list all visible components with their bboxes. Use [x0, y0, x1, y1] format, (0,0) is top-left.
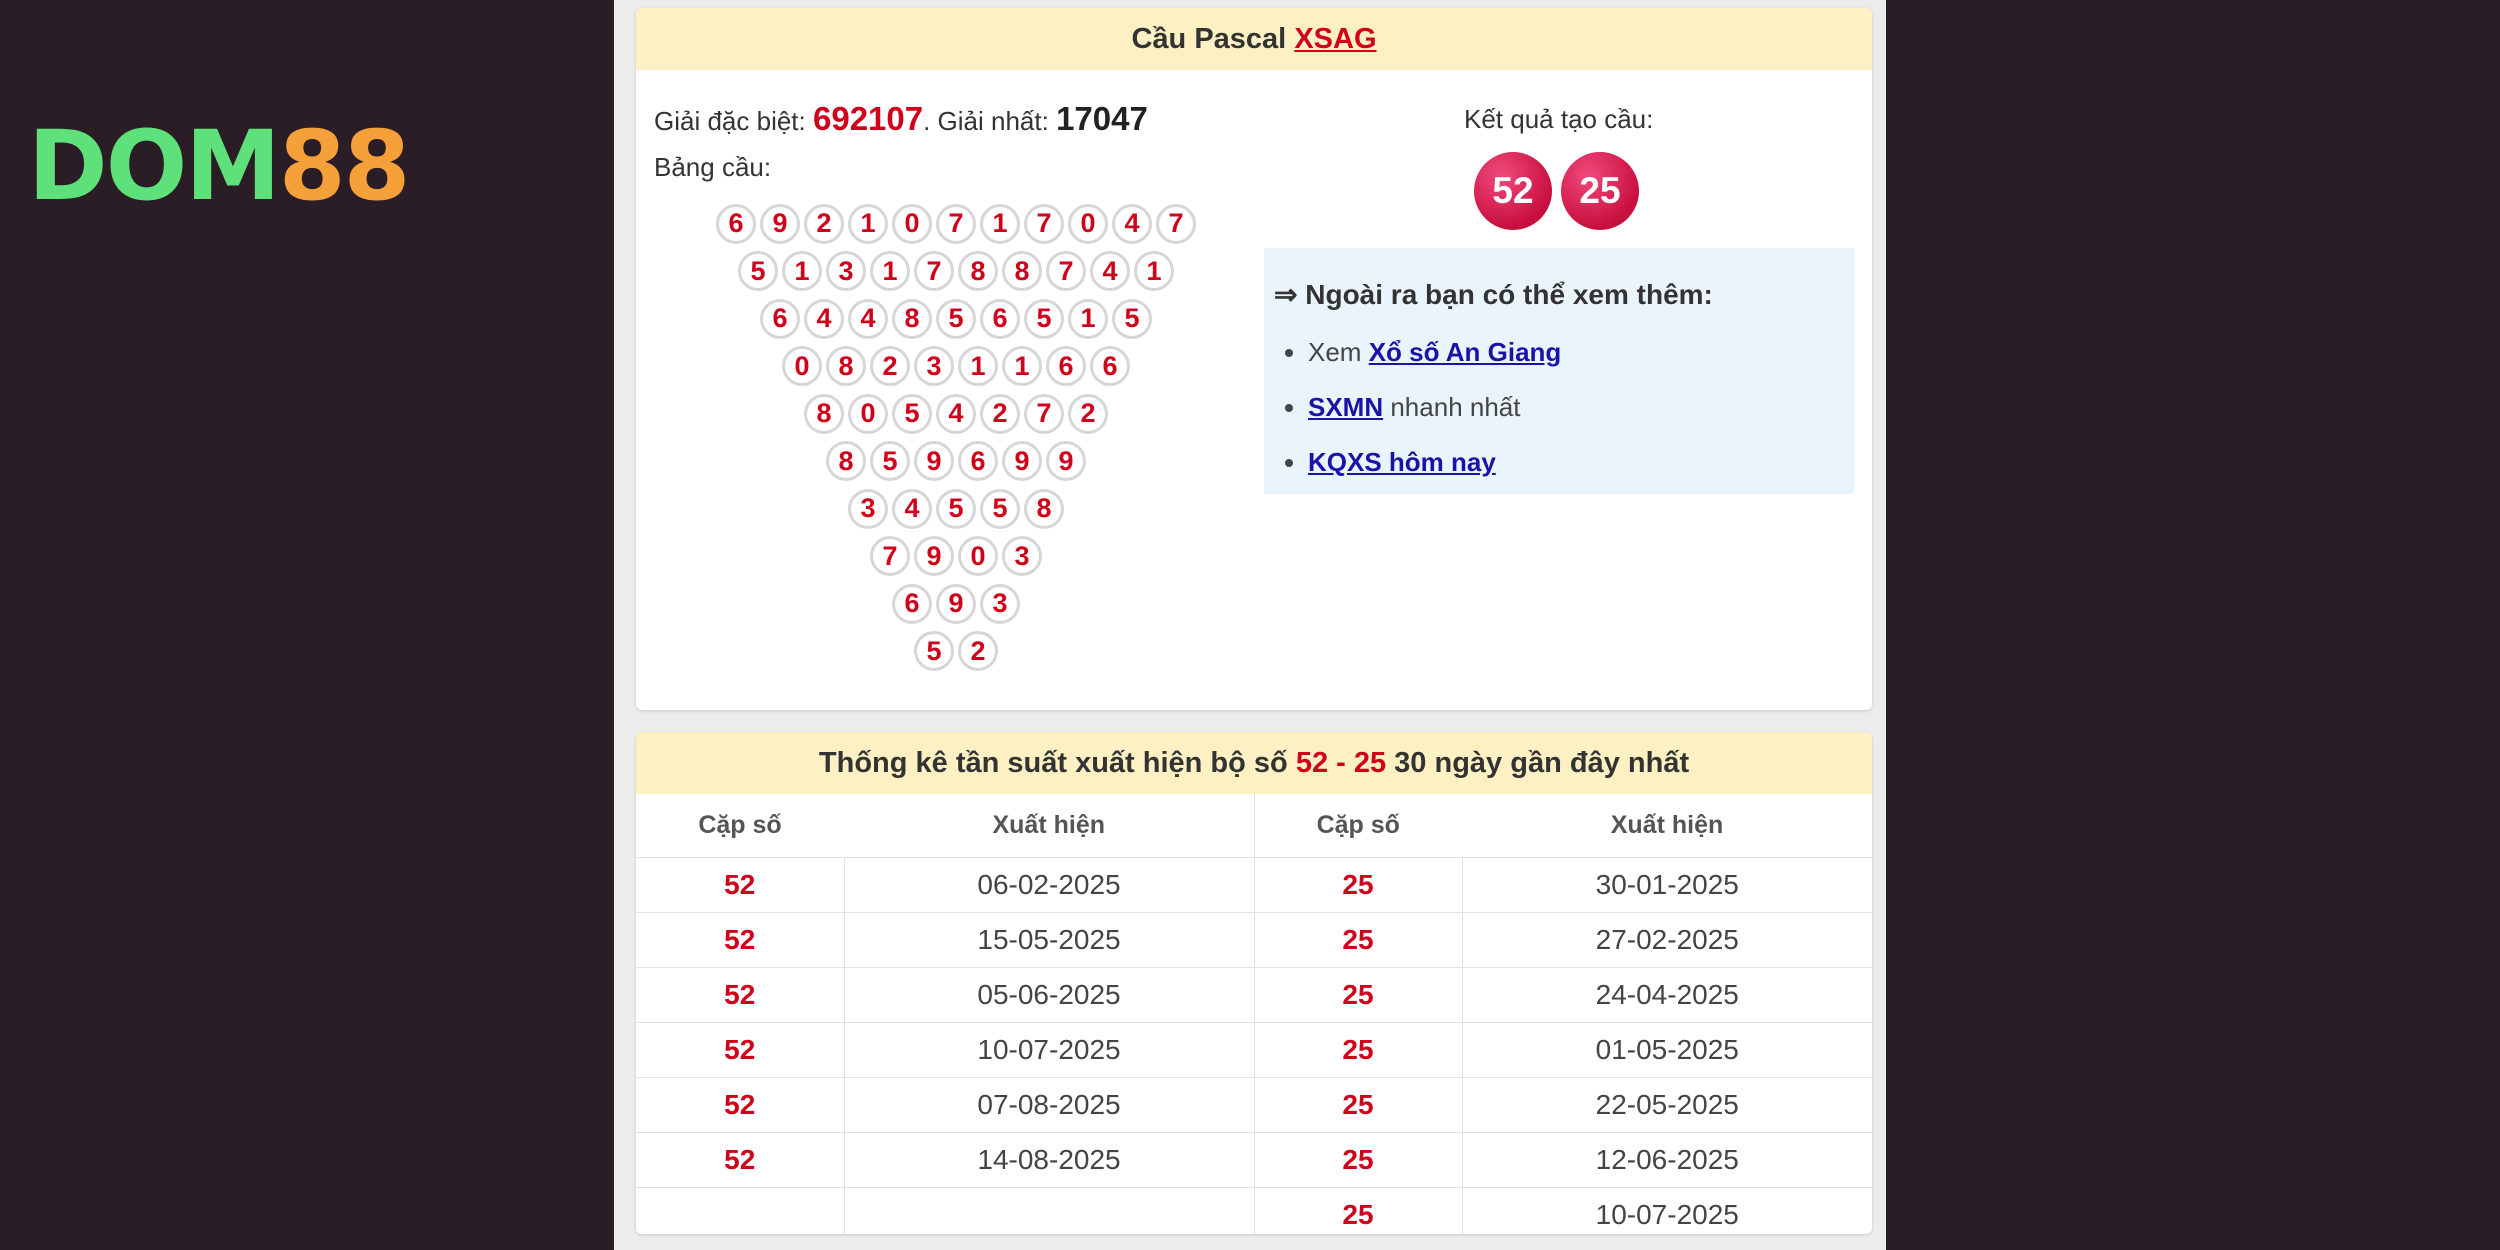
pyramid-digit: 3: [848, 489, 888, 529]
pair-cell: [636, 1188, 844, 1235]
col-header-pair: Cặp số: [636, 794, 844, 858]
pair-cell: 25: [1254, 1023, 1462, 1078]
pyramid-digit: 4: [1090, 251, 1130, 291]
pyramid-digit: 6: [892, 584, 932, 624]
pyramid-digit: 7: [870, 536, 910, 576]
date-cell: 05-06-2025: [844, 968, 1254, 1023]
date-cell: 14-08-2025: [844, 1133, 1254, 1188]
table-row: [636, 913, 1872, 968]
pair-cell: 52: [636, 1023, 844, 1078]
pyramid-digit: 7: [1046, 251, 1086, 291]
pair-cell: 25: [1254, 913, 1462, 968]
pyramid-digit: 0: [782, 346, 822, 386]
pyramid-digit: 0: [848, 394, 888, 434]
pyramid-row: [636, 628, 1276, 676]
pyramid-digit: 2: [958, 631, 998, 671]
table-row: [636, 1133, 1872, 1188]
pascal-title-text: Cầu Pascal: [1131, 23, 1295, 55]
sxmn-link[interactable]: SXMN: [1308, 392, 1384, 422]
see-more-list: [1274, 325, 1844, 490]
pyramid-digit: 6: [760, 299, 800, 339]
date-cell: 10-07-2025: [844, 1023, 1254, 1078]
pyramid-digit: 5: [914, 631, 954, 671]
date-cell: 22-05-2025: [1462, 1078, 1872, 1133]
see-more-item-prefix: Xem: [1308, 337, 1369, 367]
prize-info: [654, 100, 1148, 138]
see-more-item-suffix: nhanh nhất: [1383, 392, 1521, 422]
date-cell: 15-05-2025: [844, 913, 1254, 968]
first-prize-label: . Giải nhất:: [923, 106, 1057, 136]
pyramid-digit: 0: [958, 536, 998, 576]
table-label: Bảng cầu:: [654, 152, 772, 182]
pyramid-row: [636, 200, 1276, 248]
see-more-title: ⇒ Ngoài ra bạn có thể xem thêm:: [1274, 279, 1713, 310]
logo-part-dom: DOM: [28, 110, 279, 222]
frequency-table-body: [636, 858, 1872, 1235]
pyramid-digit: 4: [848, 299, 888, 339]
pyramid-digit: 6: [980, 299, 1020, 339]
kqxs-today-link[interactable]: KQXS hôm nay: [1308, 447, 1496, 477]
pyramid-digit: 1: [848, 204, 888, 244]
pyramid-digit: 6: [716, 204, 756, 244]
pair-cell: 52: [636, 968, 844, 1023]
frequency-title-pair: 52 - 25: [1295, 747, 1387, 779]
col-header-appear: Xuất hiện: [1462, 794, 1872, 858]
frequency-title-prefix: Thống kê tần suất xuất hiện bộ số: [818, 747, 1296, 779]
pyramid-digit: 9: [914, 536, 954, 576]
result-label: Kết quả tạo cầu:: [1464, 104, 1654, 134]
pascal-card-header: [636, 8, 1872, 70]
pyramid-digit: 1: [958, 346, 998, 386]
pyramid-digit: 9: [914, 441, 954, 481]
table-row: [636, 1078, 1872, 1133]
main-content-column: [614, 0, 1886, 1250]
pyramid-digit: 6: [1046, 346, 1086, 386]
pair-cell: 52: [636, 1133, 844, 1188]
pyramid-digit: 4: [804, 299, 844, 339]
pyramid-digit: 7: [1024, 394, 1064, 434]
pyramid-digit: 2: [804, 204, 844, 244]
result-ball: 25: [1561, 152, 1639, 230]
frequency-card-header: [636, 732, 1872, 794]
pyramid-digit: 4: [892, 489, 932, 529]
pyramid-digit: 5: [738, 251, 778, 291]
pyramid-digit: 2: [1068, 394, 1108, 434]
table-row: [636, 1188, 1872, 1235]
table-row: [636, 858, 1872, 913]
special-prize-value: 692107: [812, 100, 924, 137]
frequency-title-suffix: 30 ngày gần đây nhất: [1386, 747, 1690, 779]
pyramid-digit: 1: [782, 251, 822, 291]
date-cell: 06-02-2025: [844, 858, 1254, 913]
pair-cell: 52: [636, 858, 844, 913]
date-cell: 27-02-2025: [1462, 913, 1872, 968]
see-more-item: [1308, 435, 1844, 490]
pyramid-digit: 6: [958, 441, 998, 481]
pyramid-digit: 2: [870, 346, 910, 386]
pyramid-digit: 3: [914, 346, 954, 386]
pyramid-digit: 0: [1068, 204, 1108, 244]
pyramid-digit: 1: [1002, 346, 1042, 386]
date-cell: 24-04-2025: [1462, 968, 1872, 1023]
pyramid-digit: 7: [1156, 204, 1196, 244]
pyramid-digit: 8: [826, 441, 866, 481]
date-cell: 01-05-2025: [1462, 1023, 1872, 1078]
pyramid-digit: 1: [980, 204, 1020, 244]
date-cell: 07-08-2025: [844, 1078, 1254, 1133]
pair-cell: 25: [1254, 1078, 1462, 1133]
date-cell: [844, 1188, 1254, 1235]
logo-part-88: 88: [278, 110, 409, 222]
pyramid-digit: 5: [980, 489, 1020, 529]
pyramid-row: [636, 295, 1276, 343]
see-more-item: [1308, 380, 1844, 435]
pyramid-digit: 5: [870, 441, 910, 481]
pyramid-digit: 5: [892, 394, 932, 434]
pyramid-digit: 5: [936, 489, 976, 529]
xsag-link[interactable]: XSAG: [1294, 23, 1377, 55]
pair-cell: 52: [636, 1078, 844, 1133]
date-cell: 12-06-2025: [1462, 1133, 1872, 1188]
pyramid-digit: 4: [936, 394, 976, 434]
pyramid-digit: 3: [1002, 536, 1042, 576]
pyramid-digit: 8: [826, 346, 866, 386]
frequency-table: [636, 794, 1872, 1234]
pyramid-digit: 5: [936, 299, 976, 339]
pyramid-digit: 3: [826, 251, 866, 291]
pyramid-digit: 6: [1090, 346, 1130, 386]
pyramid-digit: 5: [1024, 299, 1064, 339]
pyramid-digit: 9: [1002, 441, 1042, 481]
pair-cell: 25: [1254, 858, 1462, 913]
pyramid-digit: 1: [1068, 299, 1108, 339]
pyramid-digit: 9: [1046, 441, 1086, 481]
pyramid-row: [636, 248, 1276, 296]
pyramid-digit: 5: [1112, 299, 1152, 339]
pyramid-digit: 9: [760, 204, 800, 244]
date-cell: 30-01-2025: [1462, 858, 1872, 913]
an-giang-link[interactable]: Xổ số An Giang: [1368, 337, 1562, 367]
pyramid-row: [636, 485, 1276, 533]
pyramid-digit: 3: [980, 584, 1020, 624]
pascal-card: [636, 8, 1872, 710]
frequency-card: [636, 732, 1872, 1234]
pyramid-digit: 7: [1024, 204, 1064, 244]
date-cell: 10-07-2025: [1462, 1188, 1872, 1235]
pyramid-row: [636, 533, 1276, 581]
special-prize-label: Giải đặc biệt:: [654, 106, 813, 136]
table-row: [636, 968, 1872, 1023]
pair-cell: 25: [1254, 1133, 1462, 1188]
table-row: [636, 1023, 1872, 1078]
col-header-pair: Cặp số: [1254, 794, 1462, 858]
pascal-pyramid: [636, 200, 1276, 675]
first-prize-value: 17047: [1056, 100, 1148, 137]
dom88-logo[interactable]: [28, 110, 409, 222]
table-header-row: [636, 794, 1872, 858]
pyramid-digit: 8: [958, 251, 998, 291]
pair-cell: 52: [636, 913, 844, 968]
pyramid-digit: 1: [870, 251, 910, 291]
pyramid-digit: 9: [936, 584, 976, 624]
pyramid-digit: 1: [1134, 251, 1174, 291]
pyramid-row: [636, 580, 1276, 628]
result-ball: 52: [1474, 152, 1552, 230]
result-balls: [1474, 152, 1648, 230]
pyramid-digit: 4: [1112, 204, 1152, 244]
pair-cell: 25: [1254, 968, 1462, 1023]
pyramid-row: [636, 343, 1276, 391]
col-header-appear: Xuất hiện: [844, 794, 1254, 858]
pyramid-digit: 8: [804, 394, 844, 434]
pyramid-digit: 8: [1002, 251, 1042, 291]
pair-cell: 25: [1254, 1188, 1462, 1235]
pyramid-digit: 8: [1024, 489, 1064, 529]
pyramid-row: [636, 438, 1276, 486]
pyramid-row: [636, 390, 1276, 438]
pyramid-digit: 2: [980, 394, 1020, 434]
pyramid-digit: 7: [936, 204, 976, 244]
pyramid-digit: 0: [892, 204, 932, 244]
see-more-box: [1264, 248, 1854, 494]
see-more-item: [1308, 325, 1844, 380]
pyramid-digit: 7: [914, 251, 954, 291]
pyramid-digit: 8: [892, 299, 932, 339]
